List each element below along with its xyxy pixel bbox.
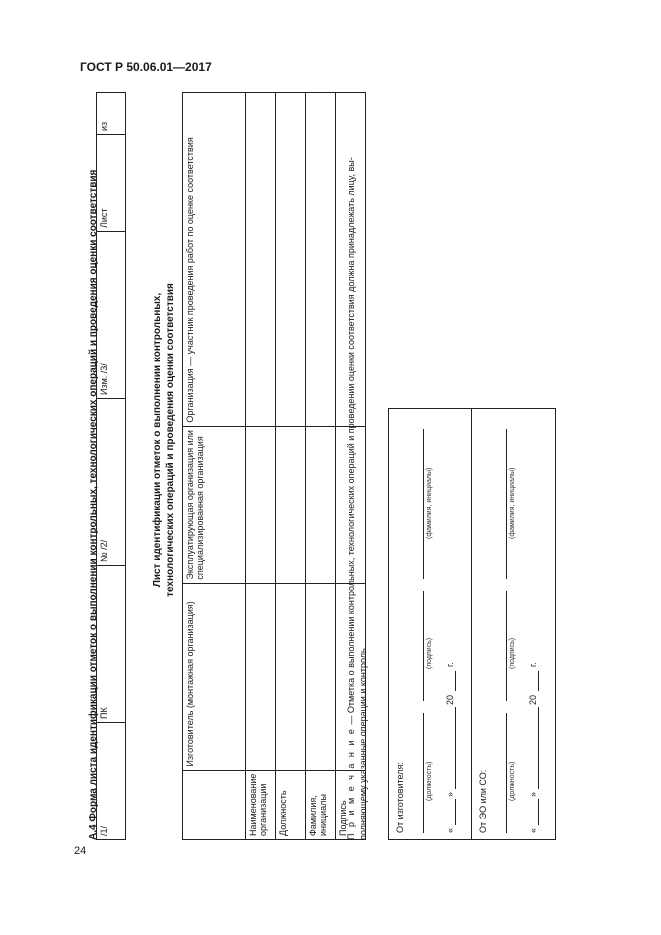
manufacturer-signature: [389, 409, 472, 839]
operator-label: От ЭО или СО:: [478, 769, 488, 833]
row-label: Подпись: [336, 770, 366, 839]
date-quote-open: «: [445, 827, 455, 833]
row-label: Фамилия, инициалы: [306, 770, 336, 839]
signature-caption: (подпись): [509, 637, 516, 669]
header-manufacturer: Изготовитель (монтажная организация): [183, 583, 246, 770]
list-title-line2: технологических операций и проведения оценки соответствия: [164, 283, 176, 597]
position-caption: (должность): [426, 761, 433, 801]
cell-revision: Изм. /3/: [97, 232, 126, 399]
signature-caption: (подпись): [426, 637, 433, 669]
name-caption: (фамилия, инициалы): [426, 467, 433, 539]
header-participant: Организация — участник проведения работ по оценке соответствия: [183, 93, 246, 427]
note-line2: полняющему указанные операции и контроль.: [357, 645, 368, 840]
year-prefix: 20: [528, 694, 538, 705]
cell-sheet: Лист: [97, 135, 126, 232]
manufacturer-label: От изготовителя:: [395, 762, 405, 833]
year-prefix: 20: [445, 694, 455, 705]
name-caption: (фамилия, инициалы): [509, 467, 516, 539]
date-quote-close: »: [445, 791, 455, 797]
cell-of: из: [97, 93, 126, 135]
cell-1: /1/: [97, 723, 126, 840]
operator-signature: [472, 409, 554, 839]
signature-box: [388, 408, 556, 840]
table-row: [306, 93, 336, 840]
header-operator: Эксплуатирующая организация или специализированная организация: [183, 426, 246, 583]
top-table: [96, 92, 126, 840]
table-row: [276, 93, 306, 840]
note-prefix: П р и м е ч а н и е: [346, 727, 356, 840]
list-title: [152, 230, 177, 650]
cell-number: № /2/: [97, 399, 126, 566]
date-quote-close: »: [528, 791, 538, 797]
year-suffix: г.: [528, 662, 538, 667]
note-text: — Отметка о выполнении контрольных, технологических операций и проведении оценки соответствия должна принадлежать лицу, вы-: [346, 157, 356, 728]
page-header: ГОСТ Р 50.06.01—2017: [80, 60, 212, 74]
rotated-form: [88, 80, 538, 840]
cell-pk: ПК: [97, 566, 126, 723]
list-title-line1: Лист идентификации отметок о выполнении контрольных,: [152, 292, 163, 588]
table-row: [246, 93, 276, 840]
note: [346, 90, 369, 840]
date-quote-open: «: [528, 827, 538, 833]
row-label: Наименование организации: [246, 770, 276, 839]
header-empty: [183, 770, 246, 839]
section-title: А.4 Форма листа идентификации отметок о выполнении контрольных, технологических операций и проведения оценки соответствия: [88, 169, 99, 840]
page-number: 24: [74, 845, 87, 857]
position-caption: (должность): [509, 761, 516, 801]
year-suffix: г.: [445, 662, 455, 667]
row-label: Должность: [276, 770, 306, 839]
main-table: [182, 92, 366, 840]
